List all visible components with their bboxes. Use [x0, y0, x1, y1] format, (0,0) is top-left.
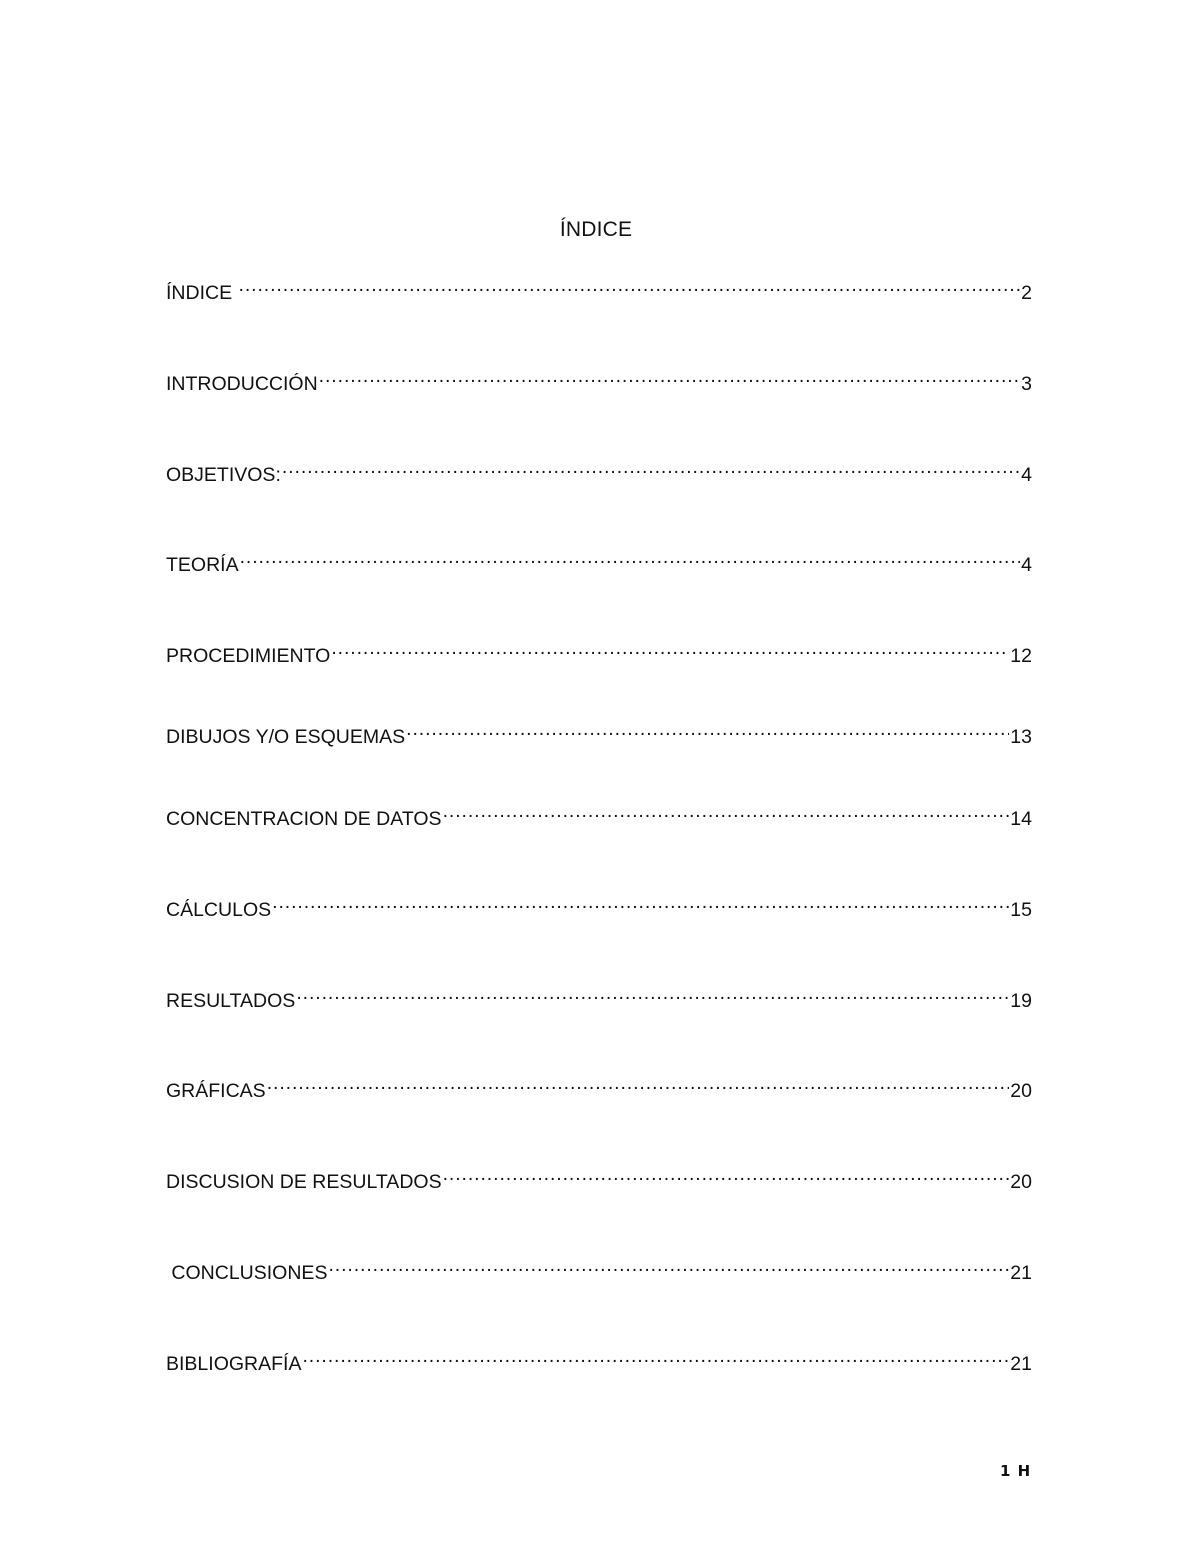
dot-leader [239, 271, 1021, 299]
toc-entry-resultados [166, 979, 1032, 1012]
toc-entry-teoria [166, 543, 1032, 576]
toc-entry-page: 13 [1010, 723, 1032, 751]
toc-entry-graficas [166, 1069, 1032, 1102]
toc-entry-concentracion [166, 797, 1032, 830]
dot-leader [272, 888, 1009, 916]
dot-leader [240, 543, 1021, 571]
dot-leader [443, 797, 1010, 825]
toc-entry-label: PROCEDIMIENTO [166, 645, 331, 667]
toc-entry-page: 4 [1021, 551, 1032, 579]
toc-entry-page: 15 [1010, 896, 1032, 924]
toc-entry-label: GRÁFICAS [166, 1080, 266, 1102]
dot-leader [267, 1069, 1010, 1097]
footer-page-number: 1 H [1000, 1462, 1032, 1480]
toc-entry-objetivos [166, 453, 1032, 486]
toc-entry-page: 3 [1021, 370, 1032, 398]
toc-entry-page: 20 [1010, 1077, 1032, 1105]
toc-entry-page: 14 [1010, 805, 1032, 833]
toc-entry-introduccion [166, 362, 1032, 395]
toc-entry-bibliografia [166, 1342, 1032, 1375]
dot-leader [331, 634, 1009, 662]
toc-entry-label: ÍNDICE [166, 282, 238, 304]
dot-leader [443, 1160, 1010, 1188]
toc-entry-page: 21 [1010, 1259, 1032, 1287]
toc-entry-label: CONCENTRACION DE DATOS [166, 808, 442, 830]
toc-entry-label: CONCLUSIONES [166, 1262, 328, 1284]
dot-leader [296, 979, 1009, 1007]
table-of-contents [166, 0, 1032, 1553]
toc-entry-indice [166, 271, 1032, 304]
toc-entry-label: RESULTADOS [166, 990, 296, 1012]
dot-leader [328, 1251, 1009, 1279]
toc-entry-discusion [166, 1160, 1032, 1193]
page-title: ÍNDICE [559, 218, 633, 241]
toc-entry-page: 12 [1010, 642, 1032, 670]
toc-entry-label: OBJETIVOS: [166, 464, 281, 486]
toc-entry-page: 4 [1021, 461, 1032, 489]
toc-entry-label: TEORÍA [166, 554, 239, 576]
toc-entry-label: DIBUJOS Y/O ESQUEMAS [166, 726, 406, 748]
toc-entry-label: INTRODUCCIÓN [166, 373, 318, 395]
toc-entry-page: 19 [1010, 987, 1032, 1015]
toc-entry-procedimiento [166, 634, 1032, 667]
toc-entry-page: 20 [1010, 1168, 1032, 1196]
toc-entry-label: BIBLIOGRAFÍA [166, 1353, 302, 1375]
toc-entry-page: 21 [1010, 1350, 1032, 1378]
dot-leader [406, 715, 1009, 743]
toc-entry-label: CÁLCULOS [166, 899, 272, 921]
dot-leader [319, 362, 1020, 390]
toc-entry-page: 2 [1021, 279, 1032, 307]
toc-entry-label: DISCUSION DE RESULTADOS [166, 1171, 442, 1193]
toc-entry-conclusiones [166, 1251, 1032, 1284]
dot-leader [282, 453, 1020, 481]
toc-entry-calculos [166, 888, 1032, 921]
toc-entry-dibujos [166, 715, 1032, 748]
dot-leader [302, 1342, 1009, 1370]
